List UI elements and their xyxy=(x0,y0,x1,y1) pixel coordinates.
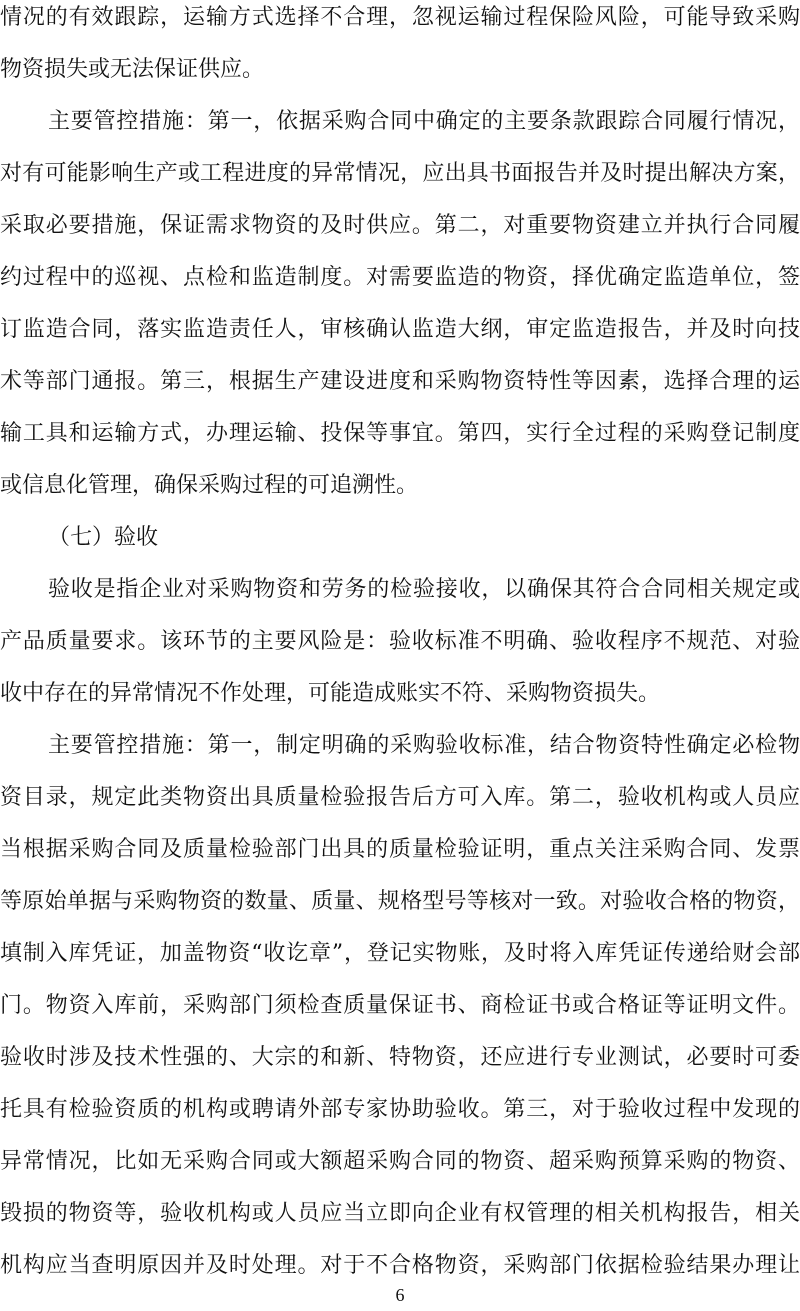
text-line: 术等部门通报。第三，根据生产建设进度和采购物资特性等因素，选择合理的运 xyxy=(0,369,800,394)
text-line: 异常情况，比如无采购合同或大额超采购合同的物资、超采购预算采购的物资、 xyxy=(0,1149,800,1174)
text-line: 或信息化管理，确保采购过程的可追溯性。 xyxy=(0,473,419,498)
text-line: 等原始单据与采购物资的数量、质量、规格型号等核对一致。对验收合格的物资， xyxy=(0,889,800,914)
text-line: 主要管控措施：第一，依据采购合同中确定的主要条款跟踪合同履行情况， xyxy=(48,109,800,134)
text-line: 情况的有效跟踪，运输方式选择不合理，忽视运输过程保险风险，可能导致采购 xyxy=(0,5,800,30)
text-line: 机构应当查明原因并及时处理。对于不合格物资，采购部门依据检验结果办理让 xyxy=(0,1253,800,1278)
text-line: 收中存在的异常情况不作处理，可能造成账实不符、采购物资损失。 xyxy=(0,681,661,706)
text-line: 门。物资入库前，采购部门须检查质量保证书、商检证书或合格证等证明文件。 xyxy=(0,993,800,1018)
text-line: 订监造合同，落实监造责任人，审核确认监造大纲，审定监造报告，并及时向技 xyxy=(0,317,800,342)
text-line: 对有可能影响生产或工程进度的异常情况，应出具书面报告并及时提出解决方案， xyxy=(0,161,800,186)
text-line: 采取必要措施，保证需求物资的及时供应。第二，对重要物资建立并执行合同履 xyxy=(0,213,800,238)
text-line: 物资损失或无法保证供应。 xyxy=(0,57,265,82)
text-line: 主要管控措施：第一，制定明确的采购验收标准，结合物资特性确定必检物 xyxy=(48,733,800,758)
text-line: 约过程中的巡视、点检和监造制度。对需要监造的物资，择优确定监造单位，签 xyxy=(0,265,800,290)
text-line: 验收是指企业对采购物资和劳务的检验接收，以确保其符合合同相关规定或 xyxy=(48,577,800,602)
page-number: 6 xyxy=(395,1285,405,1305)
text-line: 产品质量要求。该环节的主要风险是：验收标准不明确、验收程序不规范、对验 xyxy=(0,629,800,654)
text-line: 托具有检验资质的机构或聘请外部专家协助验收。第三，对于验收过程中发现的 xyxy=(0,1097,800,1122)
text-line: 当根据采购合同及质量检验部门出具的质量检验证明，重点关注采购合同、发票 xyxy=(0,837,800,862)
section-heading: （七）验收 xyxy=(48,525,159,550)
text-line: 毁损的物资等，验收机构或人员应当立即向企业有权管理的相关机构报告，相关 xyxy=(0,1201,800,1226)
text-line: 资目录，规定此类物资出具质量检验报告后方可入库。第二，验收机构或人员应 xyxy=(0,785,800,810)
text-line: 验收时涉及技术性强的、大宗的和新、特物资，还应进行专业测试，必要时可委 xyxy=(0,1045,800,1070)
text-line: 输工具和运输方式，办理运输、投保等事宜。第四，实行全过程的采购登记制度 xyxy=(0,421,800,446)
text-line: 填制入库凭证，加盖物资“收讫章”，登记实物账，及时将入库凭证传递给财会部 xyxy=(0,941,800,966)
